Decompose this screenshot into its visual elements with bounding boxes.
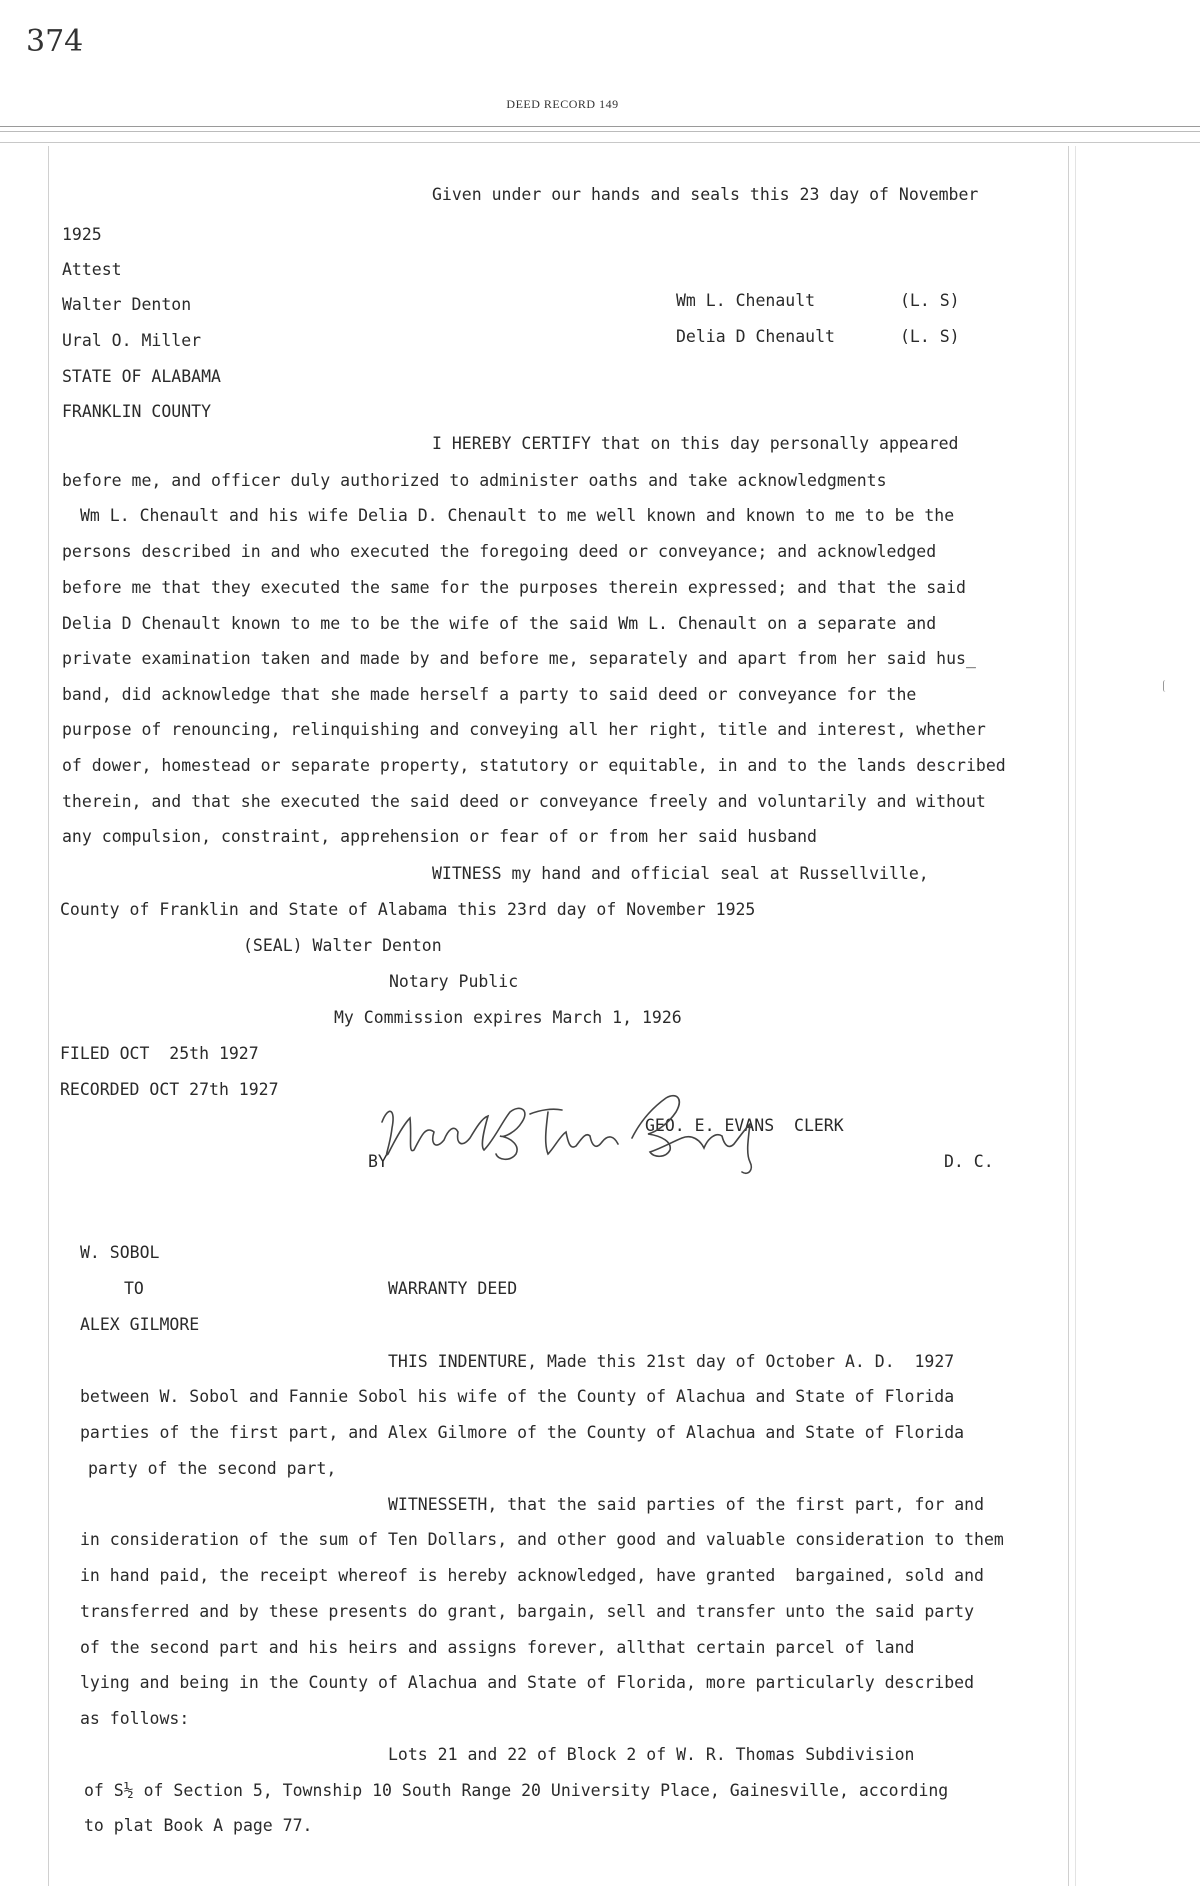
certificate-line: I HEREBY CERTIFY that on this day personally appeared	[432, 434, 959, 453]
notary-title: Notary Public	[389, 972, 519, 991]
grantor-signature-name: Delia D Chenault	[676, 327, 835, 346]
certificate-line: purpose of renouncing, relinquishing and conveying all her right, title and interest, whether	[62, 720, 986, 739]
witnesseth-line: transferred and by these presents do grant, bargain, sell and transfer unto the said party	[80, 1602, 975, 1621]
certificate-line: before me, and officer duly authorized to administer oaths and take acknowledgments	[62, 471, 887, 490]
certificate-line: private examination taken and made by and before me, separately and apart from her said hus_	[62, 649, 976, 668]
clerk-line: GEO. E. EVANS CLERK	[645, 1116, 844, 1135]
witness-line: WITNESS my hand and official seal at Russellville,	[432, 864, 929, 883]
page-frame-right	[1068, 146, 1069, 1886]
county-line: County of Franklin and State of Alabama this 23rd day of November 1925	[60, 900, 756, 919]
certificate-line: band, did acknowledge that she made herself a party to said deed or conveyance for the	[62, 685, 917, 704]
attest-label: Attest	[62, 260, 122, 279]
year: 1925	[62, 225, 102, 244]
recorded-line: RECORDED OCT 27th 1927	[60, 1080, 279, 1099]
witnesseth-line: lying and being in the County of Alachua and State of Florida, more particularly described	[80, 1673, 975, 1692]
county-heading: FRANKLIN COUNTY	[62, 402, 212, 421]
grantor-name: W. SOBOL	[80, 1243, 160, 1262]
indenture-line: party of the second part,	[88, 1459, 337, 1478]
witnesseth-line: as follows:	[80, 1709, 190, 1728]
book-header: DEED RECORD 149	[506, 97, 619, 111]
header-rule	[0, 142, 1200, 143]
indenture-line: between W. Sobol and Fannie Sobol his wife of the County of Alachua and State of Florida	[80, 1387, 955, 1406]
grantee-name: ALEX GILMORE	[80, 1315, 200, 1334]
grantor-signature-name: Wm L. Chenault	[676, 291, 816, 310]
seal-mark: (L. S)	[900, 327, 960, 346]
certificate-line: persons described in and who executed the foregoing deed or conveyance; and acknowledged	[62, 542, 937, 561]
witness-name: Ural O. Miller	[62, 331, 202, 350]
clerk-signature	[370, 1088, 810, 1178]
certificate-line: therein, and that she executed the said deed or conveyance freely and voluntarily and without	[62, 792, 986, 811]
header-rule	[0, 131, 1200, 132]
witnesseth-line: of the second part and his heirs and assigns forever, allthat certain parcel of land	[80, 1638, 915, 1657]
header-rule	[0, 126, 1200, 127]
seal-mark: (L. S)	[900, 291, 960, 310]
certificate-line: of dower, homestead or separate property, statutory or equitable, in and to the lands described	[62, 756, 1006, 775]
certificate-line: any compulsion, constraint, apprehension or fear of or from her said husband	[62, 827, 817, 846]
witnesseth-line: WITNESSETH, that the said parties of the first part, for and	[388, 1495, 985, 1514]
indenture-line: THIS INDENTURE, Made this 21st day of October A. D. 1927	[388, 1352, 955, 1371]
to-label: TO	[124, 1279, 144, 1298]
legal-description-line: Lots 21 and 22 of Block 2 of W. R. Thomas Subdivision	[388, 1745, 915, 1764]
dc-label: D. C.	[944, 1152, 994, 1171]
certificate-line: Wm L. Chenault and his wife Delia D. Chenault to me well known and known to me to be the	[80, 506, 955, 525]
filed-line: FILED OCT 25th 1927	[60, 1044, 259, 1063]
witnesseth-line: in consideration of the sum of Ten Dollars, and other good and valuable consideration to them	[80, 1530, 1004, 1549]
witnesseth-line: in hand paid, the receipt whereof is hereby acknowledged, have granted bargained, sold and	[80, 1566, 984, 1585]
state-heading: STATE OF ALABAMA	[62, 367, 221, 386]
witness-name: Walter Denton	[62, 295, 192, 314]
page-number: 374	[26, 24, 84, 59]
certificate-line: before me that they executed the same for the purposes therein expressed; and that the said	[62, 578, 966, 597]
document-type: WARRANTY DEED	[388, 1279, 518, 1298]
by-label: BY	[368, 1152, 388, 1171]
page-frame-right	[1075, 146, 1076, 1886]
notary-seal-line: (SEAL) Walter Denton	[243, 936, 442, 955]
indenture-line: parties of the first part, and Alex Gilmore of the County of Alachua and State of Florida	[80, 1423, 965, 1442]
legal-description-line: of S½ of Section 5, Township 10 South Range 20 University Place, Gainesville, according	[84, 1781, 949, 1800]
certificate-line: Delia D Chenault known to me to be the wife of the said Wm L. Chenault on a separate and	[62, 614, 937, 633]
commission-line: My Commission expires March 1, 1926	[334, 1008, 682, 1027]
legal-description-line: to plat Book A page 77.	[84, 1816, 313, 1835]
margin-mark	[1163, 680, 1168, 692]
given-line: Given under our hands and seals this 23 day of November	[432, 185, 979, 204]
page-frame-left	[48, 146, 49, 1886]
